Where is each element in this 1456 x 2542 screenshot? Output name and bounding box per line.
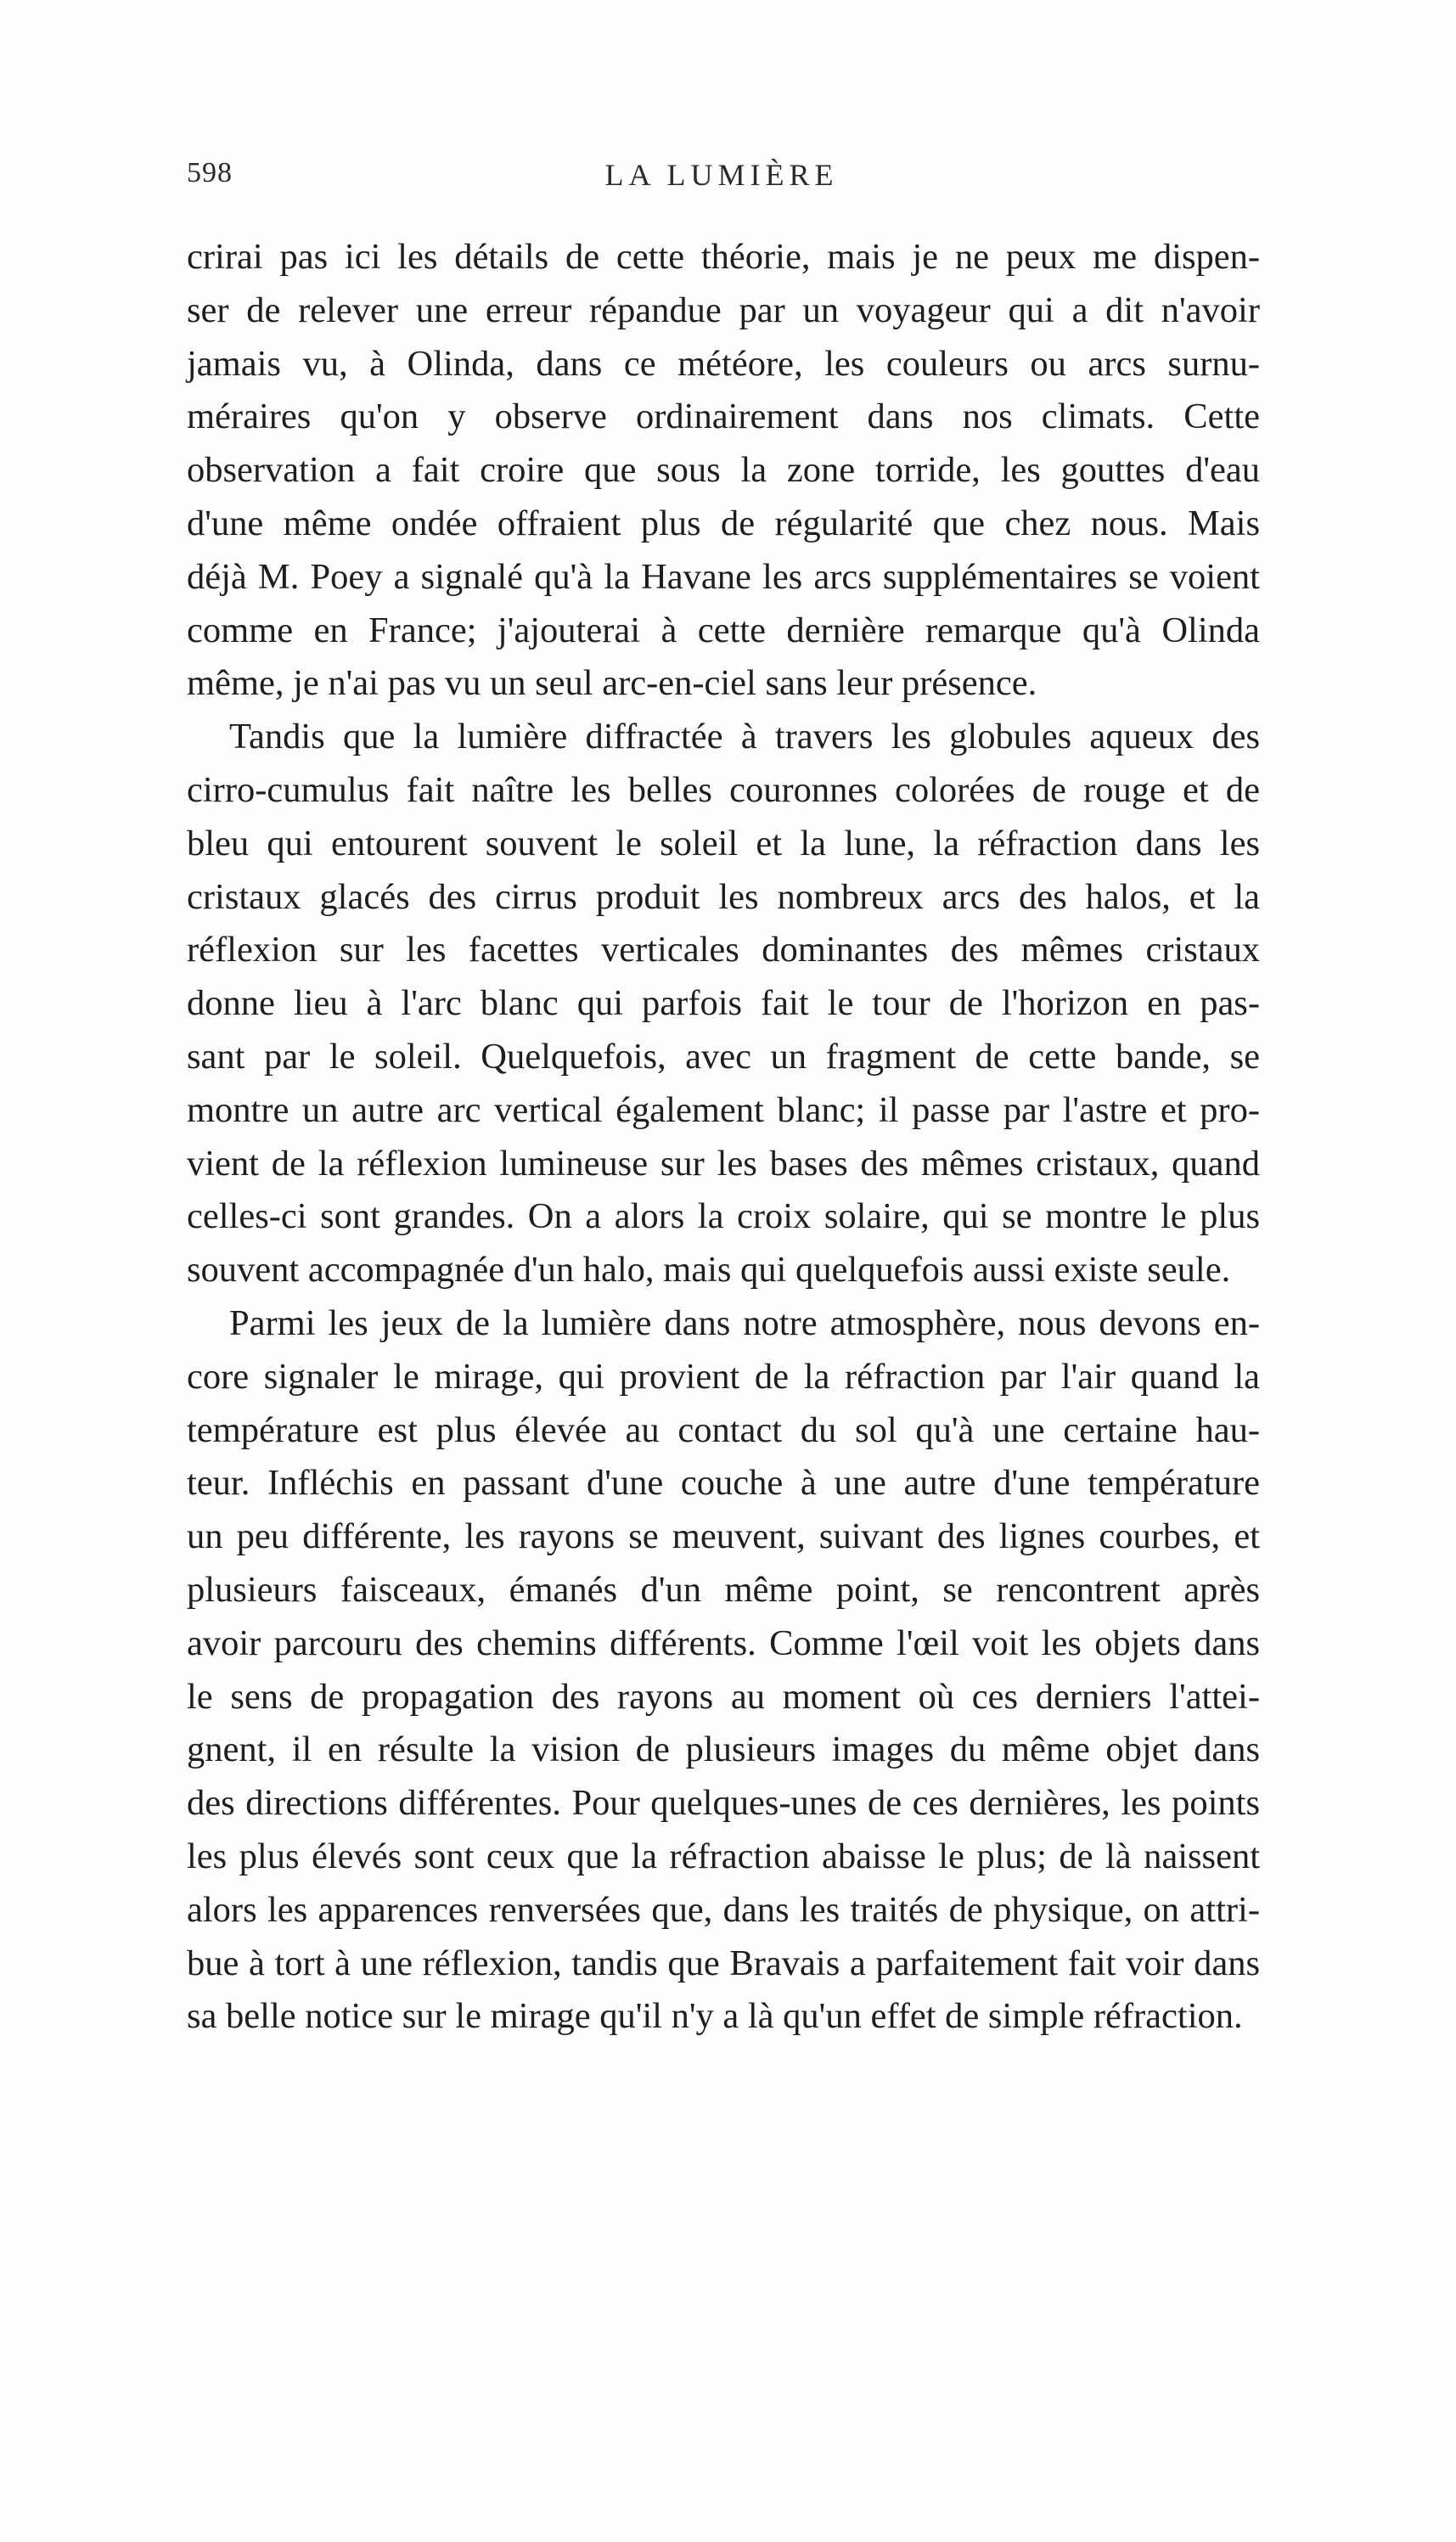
running-title: LA LUMIÈRE (604, 158, 839, 192)
text-line: gnent, il en résulte la vision de plusieurs images du même objet dans (187, 1729, 1260, 1770)
text-line: sant par le soleil. Quelquefois, avec un fragment de cette bande, se (187, 1036, 1260, 1077)
text-line: d'une même ondée offraient plus de régularité que chez nous. Mais (187, 503, 1260, 543)
text-line: méraires qu'on y observe ordinairement dans nos climats. Cette (187, 396, 1260, 437)
text-line: même, je n'ai pas vu un seul arc-en-ciel sans leur présence. (187, 663, 1037, 704)
text-line: déjà M. Poey a signalé qu'à la Havane les arcs supplémentaires se voient (187, 556, 1260, 597)
text-line: crirai pas ici les détails de cette théorie, mais je ne peux me dispen- (187, 237, 1260, 277)
text-line: Parmi les jeux de la lumière dans notre atmosphère, nous devons en- (229, 1302, 1260, 1343)
text-line: bleu qui entourent souvent le soleil et la lune, la réfraction dans les (187, 823, 1260, 863)
text-line: plusieurs faisceaux, émanés d'un même point, se rencontrent après (187, 1569, 1260, 1610)
text-line: vient de la réflexion lumineuse sur les bases des mêmes cristaux, quand (187, 1143, 1260, 1184)
text-line: température est plus élevée au contact du sol qu'à une certaine hau- (187, 1409, 1260, 1450)
text-line: donne lieu à l'arc blanc qui parfois fait le tour de l'horizon en pas- (187, 983, 1260, 1024)
paragraph (187, 711, 1260, 1297)
text-line: teur. Infléchis en passant d'une couche à une autre d'une température (187, 1463, 1260, 1504)
text-line: le sens de propagation des rayons au moment où ces derniers l'attei- (187, 1676, 1260, 1717)
text-line: ser de relever une erreur répandue par un voyageur qui a dit n'avoir (187, 290, 1260, 330)
text-line: des directions différentes. Pour quelques-unes de ces dernières, les points (187, 1783, 1260, 1824)
text-line: bue à tort à une réflexion, tandis que Bravais a parfaitement fait voir dans (187, 1943, 1260, 1983)
text-line: celles-ci sont grandes. On a alors la croix solaire, qui se montre le plus (187, 1196, 1260, 1237)
text-line: avoir parcouru des chemins différents. Comme l'œil voit les objets dans (187, 1622, 1260, 1663)
text-line: observation a fait croire que sous la zone torride, les gouttes d'eau (187, 450, 1260, 491)
text-line: réflexion sur les facettes verticales dominantes des mêmes cristaux (187, 930, 1260, 970)
body-text (187, 231, 1260, 2044)
page-number: 598 (187, 157, 233, 188)
text-line: comme en France; j'ajouterai à cette dernière remarque qu'à Olinda (187, 610, 1260, 650)
paragraph (187, 1297, 1260, 2044)
text-line: montre un autre arc vertical également blanc; il passe par l'astre et pro- (187, 1089, 1260, 1130)
text-line: Tandis que la lumière diffractée à travers les globules aqueux des (229, 717, 1260, 757)
text-line: un peu différente, les rayons se meuvent, suivant des lignes courbes, et (187, 1516, 1260, 1557)
text-line: cirro-cumulus fait naître les belles couronnes colorées de rouge et de (187, 769, 1260, 810)
text-line: jamais vu, à Olinda, dans ce météore, les couleurs ou arcs surnu- (187, 343, 1260, 384)
text-line: sa belle notice sur le mirage qu'il n'y a là qu'un effet de simple réfraction. (187, 1996, 1243, 2037)
text-line: souvent accompagnée d'un halo, mais qui quelquefois aussi existe seule. (187, 1250, 1231, 1291)
text-line: les plus élevés sont ceux que la réfraction abaisse le plus; de là naissent (187, 1836, 1260, 1876)
page-header (187, 157, 1256, 208)
paragraph (187, 231, 1260, 711)
text-line: alors les apparences renversées que, dans les traités de physique, on attri- (187, 1889, 1260, 1930)
text-line: cristaux glacés des cirrus produit les nombreux arcs des halos, et la (187, 876, 1260, 917)
text-line: core signaler le mirage, qui provient de la réfraction par l'air quand la (187, 1356, 1260, 1397)
